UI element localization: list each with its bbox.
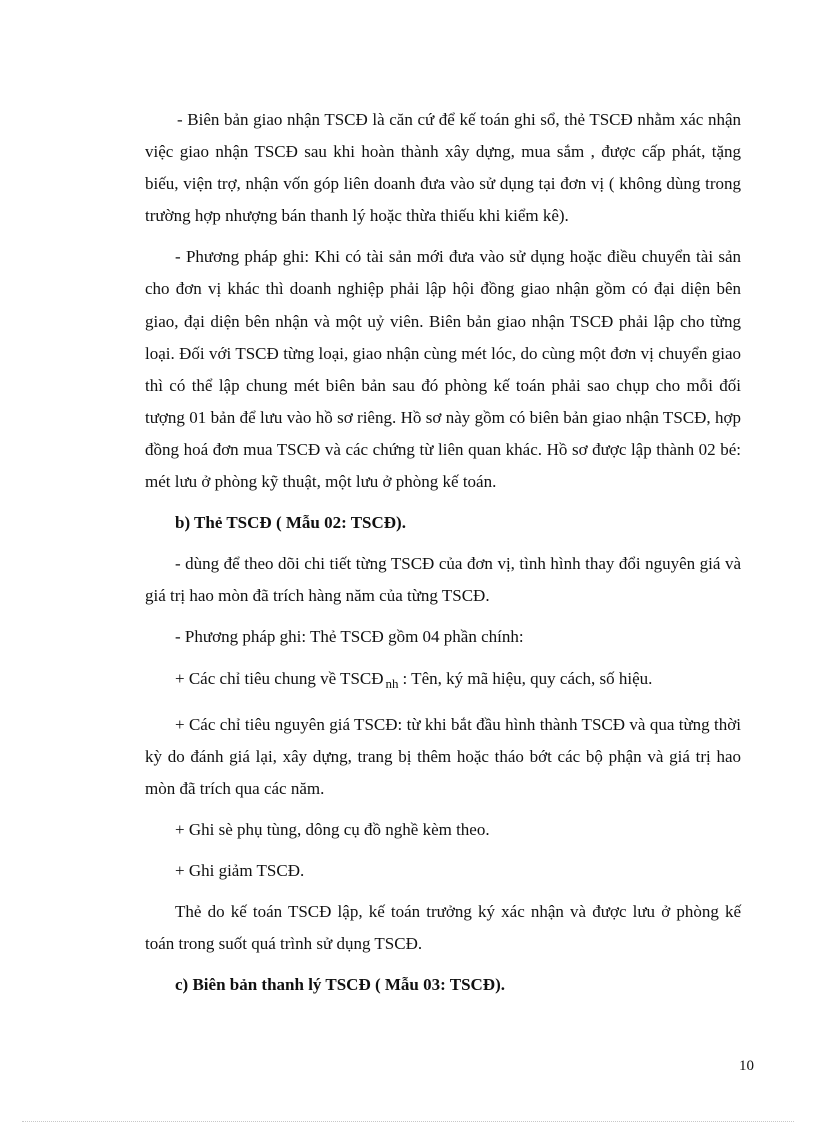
paragraph-original-cost-indicators: + Các chỉ tiêu nguyên giá TSCĐ: từ khi bắt đầu hình thành TSCĐ và qua từng thời kỳ do đánh giá lại, xây dựng, trang bị thêm hoặc tháo bớt các bộ phận và giá trị hao mòn đã trích qua các năm. [145,714,741,798]
paragraph-general-indicators [145,663,741,700]
document-body [145,104,741,1001]
paragraph-asset-decrease: + Ghi giảm TSCĐ. [175,860,305,880]
paragraph-asset-card-purpose: - dùng để theo dõi chi tiết từng TSCĐ của đơn vị, tình hình thay đổi nguyên giá và giá trị hao mòn đã trích hàng năm của từng TSCĐ. [145,554,741,606]
page-number: 10 [739,1058,754,1074]
paragraph-handover-record: - Biên bản giao nhận TSCĐ là căn cứ để kế toán ghi sổ, thẻ TSCĐ nhằm xác nhận việc giao nhận TSCĐ sau khi hoàn thành xây dựng, mua sắm , được cấp phát, tặng biếu, viện trợ, nhận vốn góp liên doanh đưa vào sử dụng tại đơn vị ( không dùng trong trường hợp nhượng bán thanh lý hoặc thừa thiếu khi kiểm kê). [145,110,741,226]
paragraph-card-custody: Thẻ do kế toán TSCĐ lập, kế toán trưởng ký xác nhận và được lưu ở phòng kế toán trong suốt quá trình sử dụng TSCĐ. [145,902,741,954]
general-indicators-label: + Các chỉ tiêu chung về TSCĐ [175,668,384,688]
paragraph-asset-card-method: - Phương pháp ghi: Thẻ TSCĐ gồm 04 phần chính: [175,627,524,647]
section-heading-asset-card: b) Thẻ TSCĐ ( Mẫu 02: TSCĐ). [175,513,406,533]
general-indicators-detail: : Tên, ký mã hiệu, quy cách, số hiệu. [402,668,653,688]
section-heading-liquidation-record: c) Biên bản thanh lý TSCĐ ( Mẫu 03: TSCĐ). [175,975,505,995]
paragraph-spare-parts: + Ghi sè phụ tùng, dông cụ đồ nghề kèm theo. [175,819,490,839]
subscript-nh: nh [385,675,399,691]
paragraph-recording-method: - Phương pháp ghi: Khi có tài sản mới đưa vào sử dụng hoặc điều chuyển tài sản cho đơn vị khác thì doanh nghiệp phải lập hội đồng giao nhận gồm có đại diện bên giao, đại diện bên nhận và một uỷ viên. Biên bản giao nhận TSCĐ phải lập cho từng loại. Đối với TSCĐ từng loại, giao nhận cùng mét lóc, do cùng một đơn vị chuyển giao thì có thể lập chung mét biên bản sau đó phòng kế toán phải sao chụp cho mỗi đối tượng 01 bản để lưu vào hồ sơ riêng. Hồ sơ này gồm có biên bản giao nhận TSCĐ, hợp đồng hoá đơn mua TSCĐ và các chứng từ liên quan khác. Hồ sơ được lập thành 02 bé: mét lưu ở phòng kỹ thuật, một lưu ở phòng kế toán. [145,247,741,492]
footer-divider [22,1121,794,1122]
